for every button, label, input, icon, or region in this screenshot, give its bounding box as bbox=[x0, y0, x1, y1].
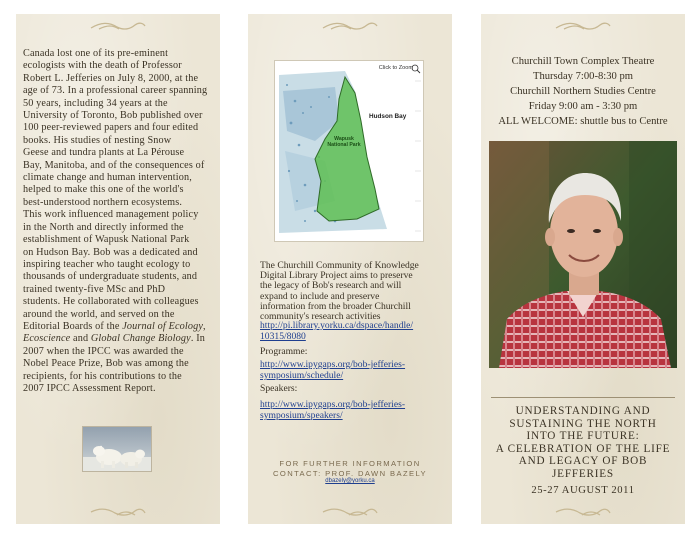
ornament-swirl-icon bbox=[321, 506, 379, 518]
ckdl-line: The Churchill Community of Knowledge bbox=[260, 260, 419, 271]
ornament-swirl-icon bbox=[554, 20, 612, 32]
wapusk-map[interactable] bbox=[274, 60, 424, 242]
and-text: and bbox=[70, 333, 91, 345]
schedule-link[interactable] bbox=[260, 359, 440, 381]
schedule-line: ALL WELCOME: shuttle bus to Centre bbox=[498, 116, 668, 127]
title-line: JEFFERIES bbox=[552, 467, 614, 480]
bio-line: Bay, Manitoba, and of the consequences of bbox=[23, 159, 205, 171]
after-journals: . In bbox=[190, 333, 205, 345]
schedule-line: Churchill Northern Studies Centre bbox=[510, 86, 656, 97]
link-line[interactable]: 10315/8080 bbox=[260, 331, 306, 342]
bio-line: This work influenced management policy bbox=[23, 209, 199, 221]
bio-line: 2007 IPCC Assessment Report. bbox=[23, 382, 156, 394]
bio-line: in the North and directly informed the bbox=[23, 221, 184, 233]
schedule-line: Churchill Town Complex Theatre bbox=[511, 56, 655, 67]
bio-line: ecologists with the death of Professor bbox=[23, 60, 182, 72]
title-line: A CELEBRATION OF THE LIFE bbox=[495, 442, 671, 455]
bio-line: inspiring teacher who taught ecology to bbox=[23, 258, 191, 270]
bio-line: 2007 when the IPCC was awarded the bbox=[23, 345, 184, 357]
bio-line: establishment of Wapusk National Park bbox=[23, 234, 190, 246]
ckdl-line: information from the broader Churchill bbox=[260, 300, 411, 312]
title-line: INTO THE FUTURE: bbox=[526, 430, 640, 443]
link-line[interactable]: http://pi.library.yorku.ca/dspace/handle/ bbox=[260, 320, 414, 331]
ckdl-line: Digital Library Project aims to preserve bbox=[260, 270, 413, 282]
ckdl-line: community's research activities bbox=[260, 311, 381, 323]
journal-ecoscience: Ecoscience bbox=[23, 333, 71, 345]
contact-email-link[interactable]: dbazely@yorku.ca bbox=[325, 478, 375, 484]
speakers-label: Speakers: bbox=[260, 383, 298, 394]
divider-rule bbox=[491, 397, 675, 398]
further-information bbox=[248, 459, 452, 478]
bio-text bbox=[23, 48, 215, 395]
bio-line-journals bbox=[23, 321, 215, 333]
dspace-link[interactable] bbox=[260, 320, 440, 342]
bio-line: Nobel Peace Prize, Bob was among the bbox=[23, 358, 189, 370]
bio-line: age of 73. In a professional career spanning bbox=[23, 85, 208, 97]
library-panel bbox=[248, 14, 452, 524]
bio-line: books. His studies of nesting Snow bbox=[23, 134, 172, 146]
journal-global-change-biology: Global Change Biology bbox=[90, 333, 191, 345]
bio-line: Robert L. Jefferies on July 8, 2000, at the bbox=[23, 72, 199, 84]
ornament-swirl-icon bbox=[89, 20, 147, 32]
bio-line: thousands of undergraduate students, and bbox=[23, 271, 198, 283]
bio-line: recipients, for his contributions to the bbox=[23, 370, 182, 382]
bio-line: University of Toronto, Bob published over bbox=[23, 110, 203, 122]
comma: , bbox=[203, 320, 206, 332]
link-line[interactable]: symposium/speakers/ bbox=[260, 410, 343, 421]
ckdl-description bbox=[260, 261, 440, 322]
ckdl-line: the legacy of Bob's research and will bbox=[260, 280, 402, 292]
portrait-photo bbox=[489, 141, 677, 368]
bio-panel bbox=[16, 14, 220, 524]
bio-line: around the world, and served on the bbox=[23, 308, 175, 320]
schedule-line: Friday 9:00 am - 3:30 pm bbox=[528, 101, 638, 112]
bio-line: helped to make this one of the world's bbox=[23, 184, 184, 196]
further-line: FOR FURTHER INFORMATION bbox=[279, 459, 421, 468]
map-park-label: Wapusk National Park bbox=[327, 136, 361, 148]
polar-bears-icon bbox=[83, 427, 152, 472]
bio-line: 100 peer-reviewed papers and four edited bbox=[23, 122, 199, 134]
bio-line: on Hudson Bay. Bob was a dedicated and bbox=[23, 246, 198, 258]
bio-line: Editorial Boards of the bbox=[23, 320, 123, 332]
event-title bbox=[481, 405, 685, 481]
bio-line: 50 years, including 34 years at the bbox=[23, 97, 168, 109]
journal-of-ecology: Journal of Ecology bbox=[122, 320, 204, 332]
link-line[interactable]: symposium/schedule/ bbox=[260, 370, 344, 381]
bio-line: Canada lost one of its pre-eminent bbox=[23, 48, 169, 59]
ckdl-line: expand to include and preserve bbox=[260, 290, 380, 302]
further-line: CONTACT: PROF. DAWN BAZELY bbox=[273, 468, 427, 478]
portrait-icon bbox=[489, 141, 677, 368]
map-zoom-label[interactable]: Click to Zoom bbox=[378, 65, 413, 71]
cover-panel bbox=[481, 14, 685, 524]
bio-line: Geese and tundra plants at La Pérouse bbox=[23, 147, 185, 159]
ornament-swirl-icon bbox=[554, 506, 612, 518]
title-line: SUSTAINING THE NORTH bbox=[509, 417, 657, 430]
link-line[interactable]: http://www.ipygaps.org/bob-jefferies- bbox=[260, 399, 406, 410]
ornament-swirl-icon bbox=[321, 20, 379, 32]
map-graphic bbox=[275, 61, 424, 242]
programme-label: Programme: bbox=[260, 346, 308, 357]
title-line: AND LEGACY OF BOB bbox=[518, 455, 648, 468]
event-dates: 25-27 AUGUST 2011 bbox=[531, 485, 635, 496]
title-line: UNDERSTANDING AND bbox=[515, 405, 651, 417]
polar-bears-photo bbox=[82, 426, 152, 472]
ornament-swirl-icon bbox=[89, 506, 147, 518]
speakers-link[interactable] bbox=[260, 399, 440, 421]
schedule-line: Thursday 7:00-8:30 pm bbox=[532, 71, 634, 82]
bio-line: best-understood northern ecosystems. bbox=[23, 196, 183, 208]
link-line[interactable]: http://www.ipygaps.org/bob-jefferies- bbox=[260, 359, 406, 370]
event-schedule bbox=[481, 54, 685, 129]
bio-line: trained twenty-five MSc and PhD bbox=[23, 283, 166, 295]
bio-line: students. He collaborated with colleagues bbox=[23, 296, 199, 308]
map-hudson-bay-label: Hudson Bay bbox=[369, 113, 407, 120]
bio-line: climate change and human intervention, bbox=[23, 172, 192, 184]
bio-line-journals-2 bbox=[23, 333, 215, 345]
